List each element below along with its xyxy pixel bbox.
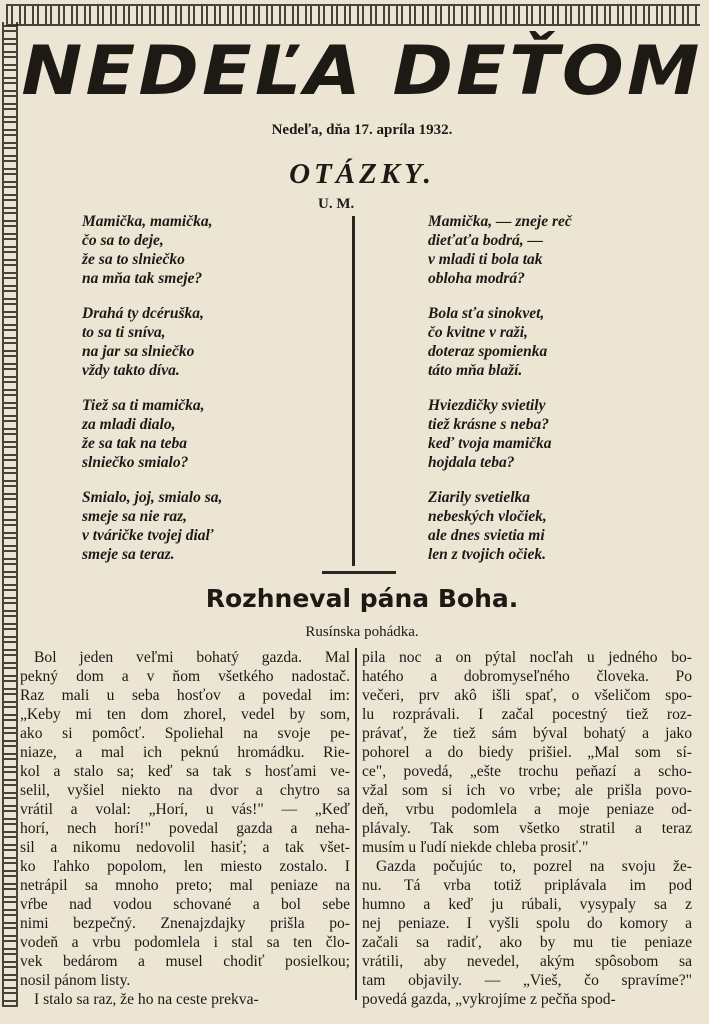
story-line: horí, nech horí!" povedal gazda a neha- — [20, 820, 350, 837]
poem-stanza — [82, 396, 342, 472]
story-line: vžal som si ich vo vrbe; ale prišla povo- — [362, 782, 692, 799]
story-line: večeri, prv akô išli spať, o všeličom spo- — [362, 687, 692, 704]
poem-column-divider — [352, 216, 355, 566]
story-title: Rozhneval pána Boha. — [205, 584, 519, 613]
story-line: Raz mali u seba hosťov a povedal im: — [20, 687, 350, 704]
story-line: vrátili, aby nevedel, akým spôsobom sa — [362, 953, 692, 970]
story-subtitle: Rusínska pohádka. — [305, 624, 419, 640]
poem-line: dieťaťa bodrá, — — [428, 232, 544, 249]
poem-stanza — [428, 304, 688, 380]
poem-line: čo kvitne v raži, — [428, 324, 528, 341]
story-line: vek bedárom a musel chodiť posielkou; — [20, 953, 350, 970]
poem-stanza — [82, 304, 342, 380]
ornamental-border-left — [2, 22, 18, 1007]
poem-line: tiež krásne s neba? — [428, 416, 549, 433]
poem-line: doteraz spomienka — [428, 343, 548, 360]
poem-line: len z tvojich očiek. — [428, 546, 546, 563]
poem-line: za mladi dialo, — [82, 416, 176, 433]
story-line: nosil pánom listy. — [20, 972, 131, 989]
section-rule — [322, 571, 396, 574]
poem-line: Mamička, — zneje reč — [428, 213, 572, 230]
story-line: povedá gazda, „vykrojíme z pečňa spod- — [362, 991, 616, 1008]
poem-line: že sa tak na teba — [82, 435, 188, 452]
poem-line: Drahá ty dcéruška, — [82, 305, 204, 322]
poem-line: že sa to slniečko — [82, 251, 185, 268]
poem-stanza — [428, 212, 688, 288]
poem-line: hojdala teba? — [428, 454, 515, 471]
story-line: pila noc a on pýtal nocľah u jedného bo- — [362, 649, 692, 666]
story-line: I stalo sa raz, že ho na ceste prekva- — [34, 991, 259, 1008]
masthead-title: NEDEĽA DEŤOM — [21, 32, 703, 111]
poem-line: v mladi ti bola tak — [428, 251, 543, 268]
poem-line: nebeských vločiek, — [428, 508, 547, 525]
story-line: vodeň a vrbu podomlela i stal sa ten člo- — [20, 934, 350, 951]
story-line: nu. Tá vrba totiž priplávala im pod — [362, 877, 692, 894]
poem-stanza — [82, 212, 342, 288]
poem-line: na jar sa slniečko — [82, 343, 195, 360]
poem-line: Ziarily svetielka — [428, 489, 531, 506]
poem-stanza — [428, 488, 688, 564]
poem-line: obloha modrá? — [428, 270, 525, 287]
story-line: musím u ľudí niekde chleba prosiť." — [362, 839, 589, 856]
poem-line: táto mňa blaží. — [428, 362, 523, 379]
story-left-column — [20, 648, 350, 1009]
poem-line: smeje sa teraz. — [82, 546, 175, 563]
story-line: selil, vyšiel niekto na dvor a chytro sa — [20, 782, 350, 799]
poem-line: ale dnes svietia mi — [428, 527, 545, 544]
poem-line: Mamička, mamička, — [82, 213, 213, 230]
story-line: deň, vrbu podomlela a moje peniaze od- — [362, 801, 692, 818]
poem-line: Smialo, joj, smialo sa, — [82, 489, 223, 506]
story-line: „Keby mi ten dom zhorel, vedel by som, — [20, 706, 350, 723]
story-line: vrátil a volal: „Horí, u vás!" — „Keď — [20, 801, 350, 818]
issue-date: Nedeľa, dňa 17. apríla 1932. — [271, 122, 453, 138]
poem-line: keď tvoja mamička — [428, 435, 552, 452]
story-line: nimi bezpečný. Znenajzdajky prišla po- — [20, 915, 350, 932]
poem-line: vždy takto díva. — [82, 362, 180, 379]
story-line: tam objavily. — „Vieš, čo spravíme?" — [362, 972, 692, 989]
story-line: ce", povedá, „ešte trochu peňazí a scho- — [362, 763, 692, 780]
story-line: vŕbe nad vodou schované a bol sebe — [20, 896, 350, 913]
story-line: sil a nikomu nedovolil hasiť; a tak všet- — [20, 839, 350, 856]
poem-line: slniečko smialo? — [82, 454, 189, 471]
poem-line: smeje sa nie raz, — [82, 508, 188, 525]
story-line: kol a stalo sa; keď sa tak s hosťami ve- — [20, 763, 350, 780]
story-column-divider — [355, 648, 357, 1000]
ornamental-border-top — [6, 4, 700, 26]
story-line: ako si pomôcť. Spoliehal na svoje pe- — [20, 725, 350, 742]
poem-author: U. M. — [318, 196, 355, 212]
story-line: plávaly. Tak som všetko stratil a teraz — [362, 820, 692, 837]
story-line: pohorel a do biedy prišiel. „Mal som sí- — [362, 744, 692, 761]
story-right-column — [362, 648, 692, 1009]
story-line: Gazda počujúc to, pozrel na svoju že- — [376, 858, 692, 875]
poem-stanza — [428, 396, 688, 472]
story-line: nej peniaze. I vyšli spolu do komory a — [362, 915, 692, 932]
poem-line: Tiež sa ti mamička, — [82, 397, 205, 414]
poem-line: čo sa to deje, — [82, 232, 164, 249]
poem-line: to sa ti sníva, — [82, 324, 166, 341]
poem-stanza — [82, 488, 342, 564]
story-line: humno a keď ju rúbali, vysypaly sa z — [362, 896, 692, 913]
story-line: ko ľahko popolom, len miesto zostalo. I — [20, 858, 350, 875]
story-line: pekný dom a v ňom všetkého nadostač. — [20, 668, 350, 685]
poem-line: Bola sťa sinokvet, — [428, 305, 545, 322]
story-line: netrápil sa mnoho preto; mal peniaze na — [20, 877, 350, 894]
poem-line: v tváričke tvojej diaľ — [82, 527, 214, 544]
poem-left-column — [82, 212, 342, 580]
story-line: právať, že tiež sám býval bohatý a jako — [362, 725, 692, 742]
story-line: Bol jeden veľmi bohatý gazda. Mal — [34, 649, 350, 666]
poem-line: na mňa tak smeje? — [82, 270, 203, 287]
poem-right-column — [428, 212, 688, 580]
poem-line: Hviezdičky svietily — [428, 397, 546, 414]
story-line: lu rozprávali. I začal pocestný tiež roz- — [362, 706, 692, 723]
story-line: začali sa radiť, ako by mu tie peniaze — [362, 934, 692, 951]
poem-title: OTÁZKY. — [289, 158, 435, 190]
story-line: niaze, a mal ich peknú hromádku. Rie- — [20, 744, 350, 761]
story-line: hatého a dobromyseľného človeka. Po — [362, 668, 692, 685]
